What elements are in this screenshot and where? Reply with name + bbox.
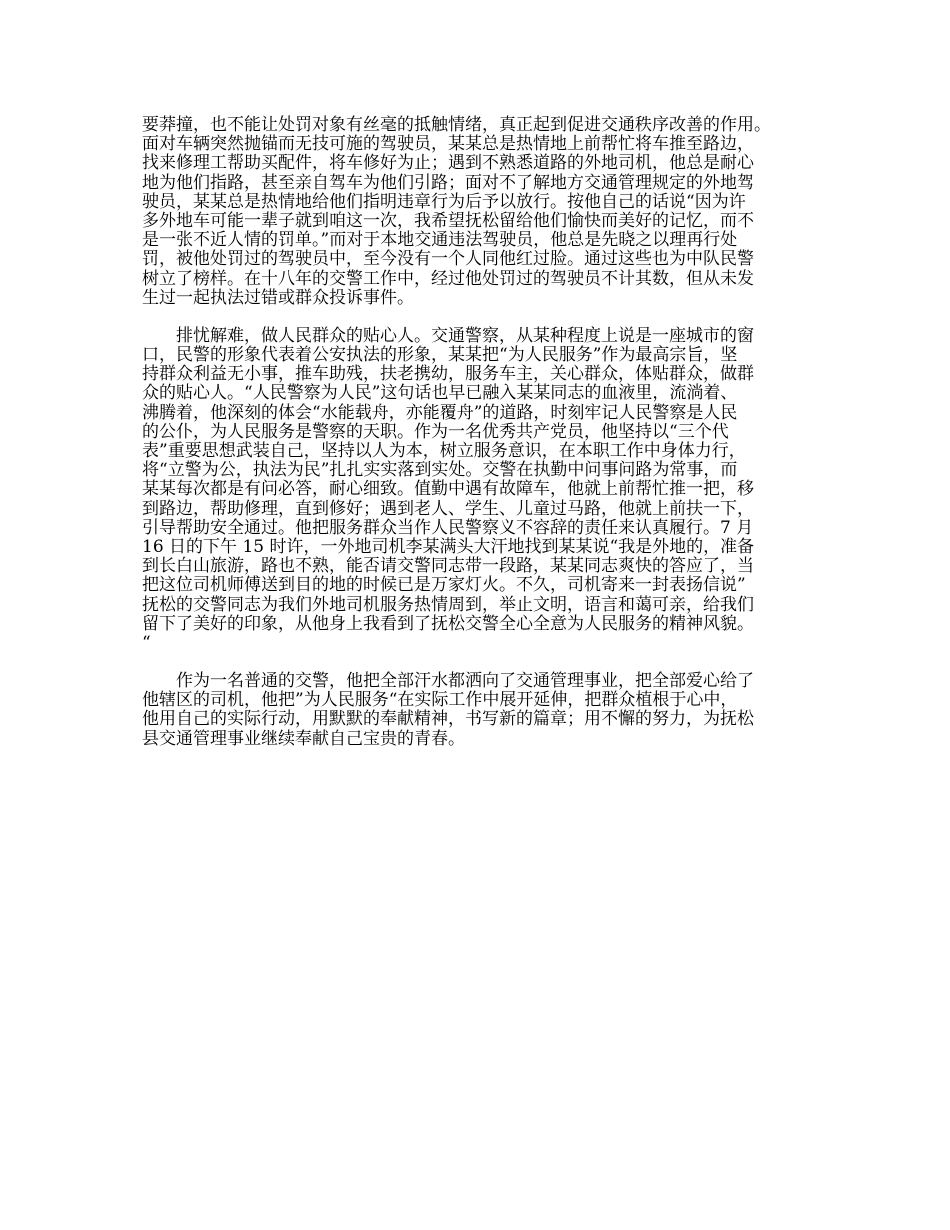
text-line: 某某每次都是有问必答，耐心细致。值勤中遇有故障车，他就上前帮忙推一把，移 xyxy=(142,479,754,500)
text-line: 他辖区的司机，他把”为人民服务“在实际工作中展开延伸，把群众植根于心中， xyxy=(142,690,738,711)
paragraph-spacer xyxy=(142,308,820,327)
text-line: 要莽撞，也不能让处罚对象有丝毫的抵触情绪，真正起到促进交通秩序改善的作用。 xyxy=(142,115,771,135)
text-line: 留下了美好的印象，从他身上我看到了抚松交警全心全意为人民服务的精神风貌。 xyxy=(142,613,754,634)
text-line: 到路边，帮助修理，直到修好；遇到老人、学生、儿童过马路，他就上前扶一下， xyxy=(142,498,754,519)
text-line: 找来修理工帮助买配件，将车修好为止；遇到不熟悉道路的外地司机，他总是耐心 xyxy=(142,153,754,174)
text-line: 地为他们指路，甚至亲自驾车为他们引路；面对不了解地方交通管理规定的外地驾 xyxy=(142,172,754,193)
paragraph-3 xyxy=(142,672,820,749)
text-line: 16 日的下午 15 时许，一外地司机李某满头大汗地找到某某说“我是外地的，准备 xyxy=(142,536,755,557)
text-line: 多外地车可能一辈子就到咱这一次，我希望抚松留给他们愉快而美好的记忆，而不 xyxy=(142,210,754,231)
text-line: 引导帮助安全通过。他把服务群众当作人民警察义不容辞的责任来认真履行。7 月 xyxy=(142,517,754,538)
text-line: 的公仆，为人民服务是警察的天职。作为一名优秀共产党员，他坚持以“三个代 xyxy=(142,421,729,442)
text-line: 树立了榜样。在十八年的交警工作中，经过他处罚过的驾驶员不计其数，但从未发 xyxy=(142,268,754,289)
text-line: 把这位司机师傅送到目的地的时候已是万家灯火。不久，司机寄来一封表扬信说” xyxy=(142,575,746,596)
text-line: 县交通管理事业继续奉献自己宝贵的青春。 xyxy=(142,728,465,749)
text-line: 将“立警为公，执法为民”扎扎实实落到实处。交警在执勤中问事问路为常事，而 xyxy=(142,460,738,481)
text-line: 生过一起执法过错或群众投诉事件。 xyxy=(142,287,414,308)
text-line: 是一张不近人情的罚单。”而对于本地交通违法驾驶员，他总是先晓之以理再行处 xyxy=(142,230,738,251)
text-line: 作为一名普通的交警，他把全部汗水都洒向了交通管理事业，把全部爱心给了 xyxy=(142,671,754,692)
text-line: 排忧解难，做人民群众的贴心人。交通警察，从某种程度上说是一座城市的窗 xyxy=(142,325,754,346)
text-line: 沸腾着，他深刻的体会“水能载舟，亦能覆舟”的道路，时刻牢记人民警察是人民 xyxy=(142,402,738,423)
text-line: “ xyxy=(142,632,151,653)
text-line: 面对车辆突然抛锚而无技可施的驾驶员，某某总是热情地上前帮忙将车推至路边， xyxy=(142,134,754,155)
text-line: 口，民警的形象代表着公安执法的形象，某某把“为人民服务”作为最高宗旨，坚 xyxy=(142,345,738,366)
text-line: 抚松的交警同志为我们外地司机服务热情周到，举止文明，语言和蔼可亲，给我们 xyxy=(142,594,754,615)
text-line: 表”重要思想武装自己，坚持以人为本，树立服务意识，在本职工作中身体力行， xyxy=(142,441,746,461)
text-line: 驶员，某某总是热情地给他们指明违章行为后予以放行。按他自己的话说“因为许 xyxy=(142,191,746,212)
text-line: 到长白山旅游，路也不熟，能否请交警同志带一段路，某某同志爽快的答应了，当 xyxy=(142,556,754,577)
text-line: 罚，被他处罚过的驾驶员中，至今没有一个人同他红过脸。通过这些也为中队民警 xyxy=(142,249,754,270)
paragraph-1 xyxy=(142,116,820,308)
text-line: 他用自己的实际行动，用默默的奉献精神，书写新的篇章；用不懈的努力，为抚松 xyxy=(142,709,754,730)
text-line: 众的贴心人。“人民警察为人民”这句话也早已融入某某同志的血液里，流淌着、 xyxy=(142,383,738,404)
text-line: 持群众利益无小事，推车助残，扶老携幼，服务车主，关心群众，体贴群众，做群 xyxy=(142,364,754,385)
document-body xyxy=(142,116,820,749)
paragraph-spacer xyxy=(142,653,820,672)
paragraph-2 xyxy=(142,327,820,653)
